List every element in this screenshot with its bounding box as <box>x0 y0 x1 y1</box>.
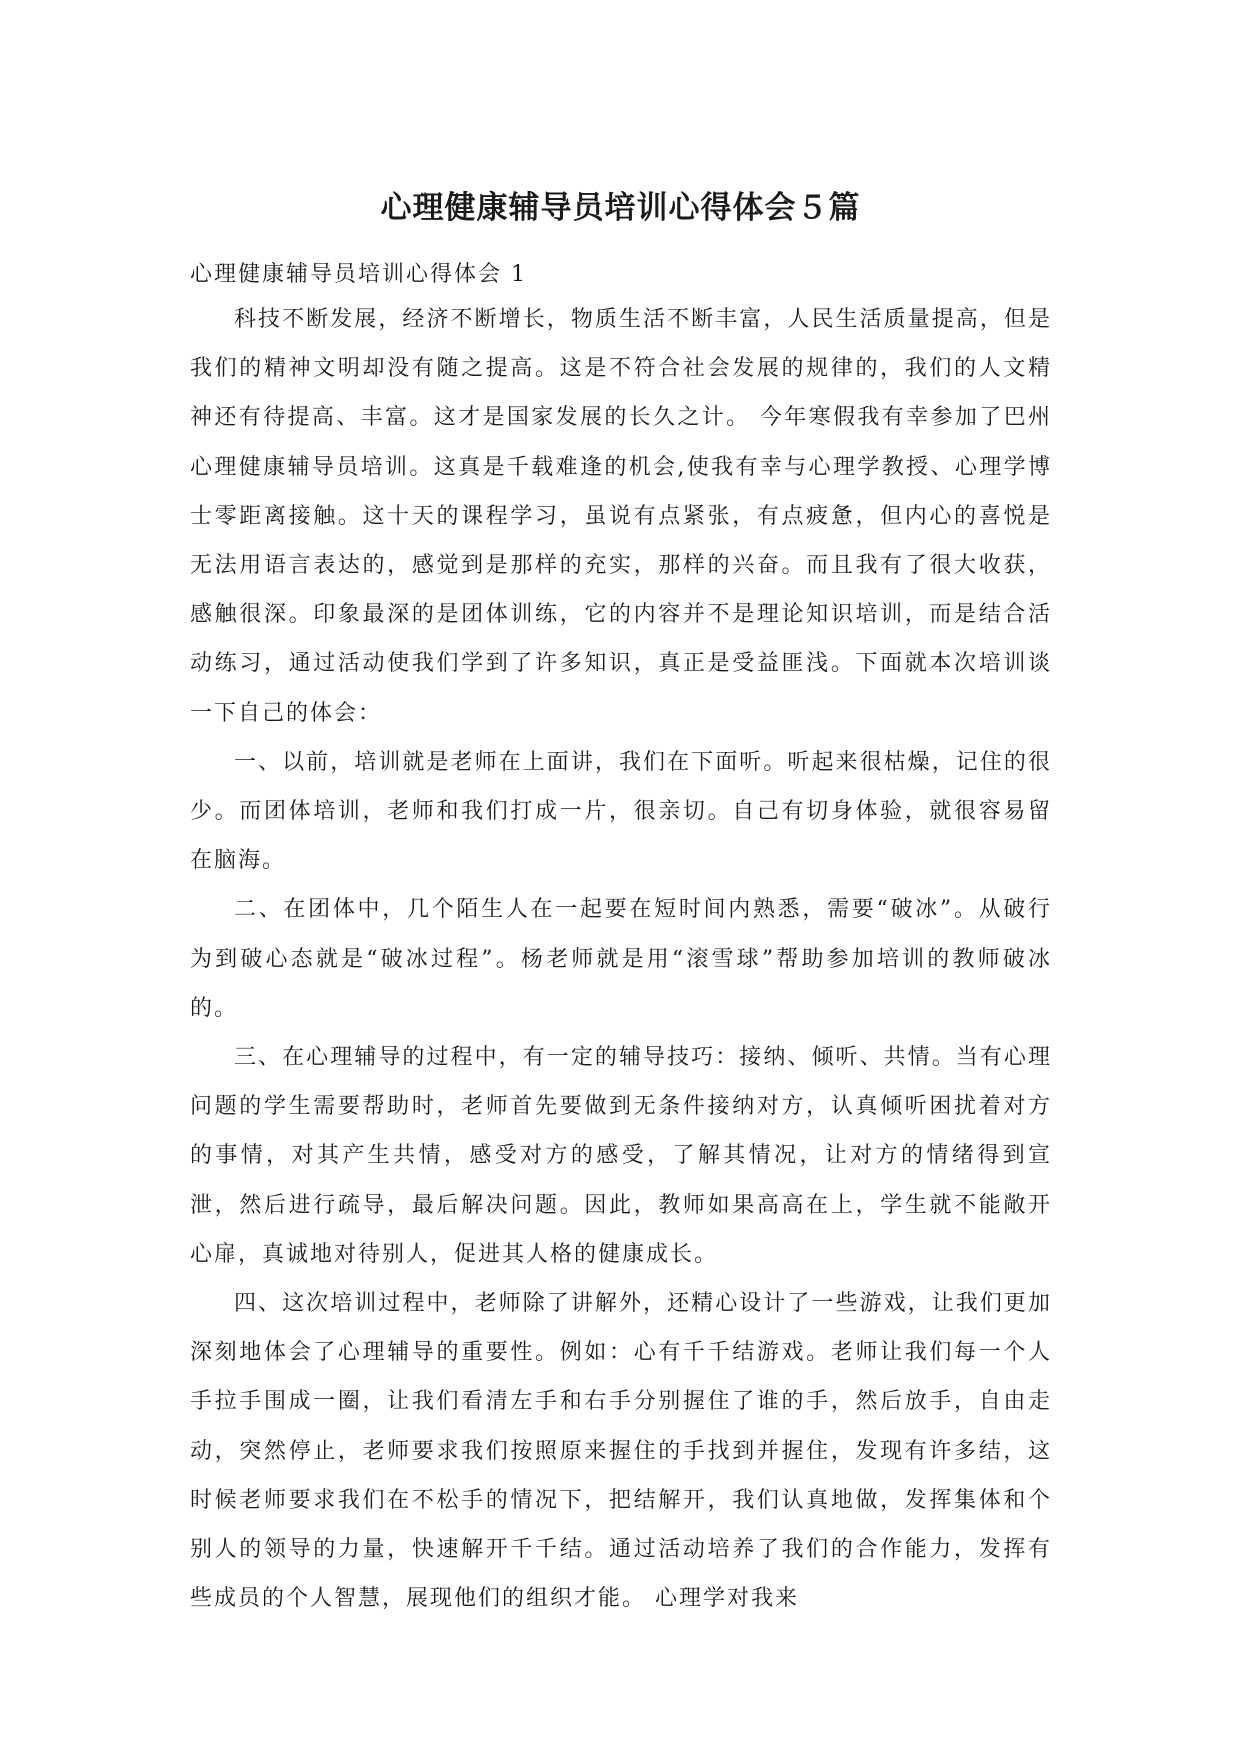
section-heading: 心理健康辅导员培训心得体会 1 <box>190 262 527 287</box>
paragraph-point-3: 三、在心理辅导的过程中，有一定的辅导技巧：接纳、倾听、共情。当有心理问题的学生需要帮助时，老师首先要做到无条件接纳对方，认真倾听困扰着对方的事情，对其产生共情，感受对方的感受，了解其情况，让对方的情绪得到宣泄，然后进行疏导，最后解决问题。因此，教师如果高高在上，学生就不能敞开心扉，真诚地对待别人，促进其人格的健康成长。 <box>190 1045 1052 1267</box>
paragraph-point-4: 四、这次培训过程中，老师除了讲解外，还精心设计了一些游戏，让我们更加深刻地体会了心理辅导的重要性。例如：心有千千结游戏。老师让我们每一个人手拉手围成一圈，让我们看清左手和右手分别握住了谁的手，然后放手，自由走动，突然停止，老师要求我们按照原来握住的手找到并握住，发现有许多结，这时候老师要求我们在不松手的情况下，把结解开，我们认真地做，发挥集体和个别人的领导的力量，快速解开千千结。通过活动培养了我们的合作能力，发挥有些成员的个人智慧，展现他们的组织才能。 心理学对我来 <box>190 1291 1052 1612</box>
document-title: 心理健康辅导员培训心得体会５篇 <box>380 190 861 226</box>
paragraph-point-1: 一、以前，培训就是老师在上面讲，我们在下面听。听起来很枯燥，记住的很少。而团体培训，老师和我们打成一片，很亲切。自己有切身体验，就很容易留在脑海。 <box>190 749 1052 874</box>
paragraph-point-2: 二、在团体中，几个陌生人在一起要在短时间内熟悉，需要“破冰”。从破行为到破心态就是“破冰过程”。杨老师就是用“滚雪球”帮助参加培训的教师破冰的。 <box>190 897 1052 1021</box>
document-body <box>190 255 1052 1623</box>
paragraph-intro: 科技不断发展，经济不断增长，物质生活不断丰富，人民生活质量提高，但是我们的精神文明却没有随之提高。这是不符合社会发展的规律的，我们的人文精神还有待提高、丰富。这才是国家发展的长久之计。 今年寒假我有幸参加了巴州心理健康辅导员培训。这真是千载难逢的机会,使我有幸与心理学教授、心理学博士零距离接触。这十天的课程学习，虽说有点紧张，有点疲惫，但内心的喜悦是无法用语言表达的，感觉到是那样的充实，那样的兴奋。而且我有了很大收获，感触很深。印象最深的是团体训练，它的内容并不是理论知识培训，而是结合活动练习，通过活动使我们学到了许多知识，真正是受益匪浅。下面就本次培训谈一下自己的体会： <box>190 307 1052 726</box>
